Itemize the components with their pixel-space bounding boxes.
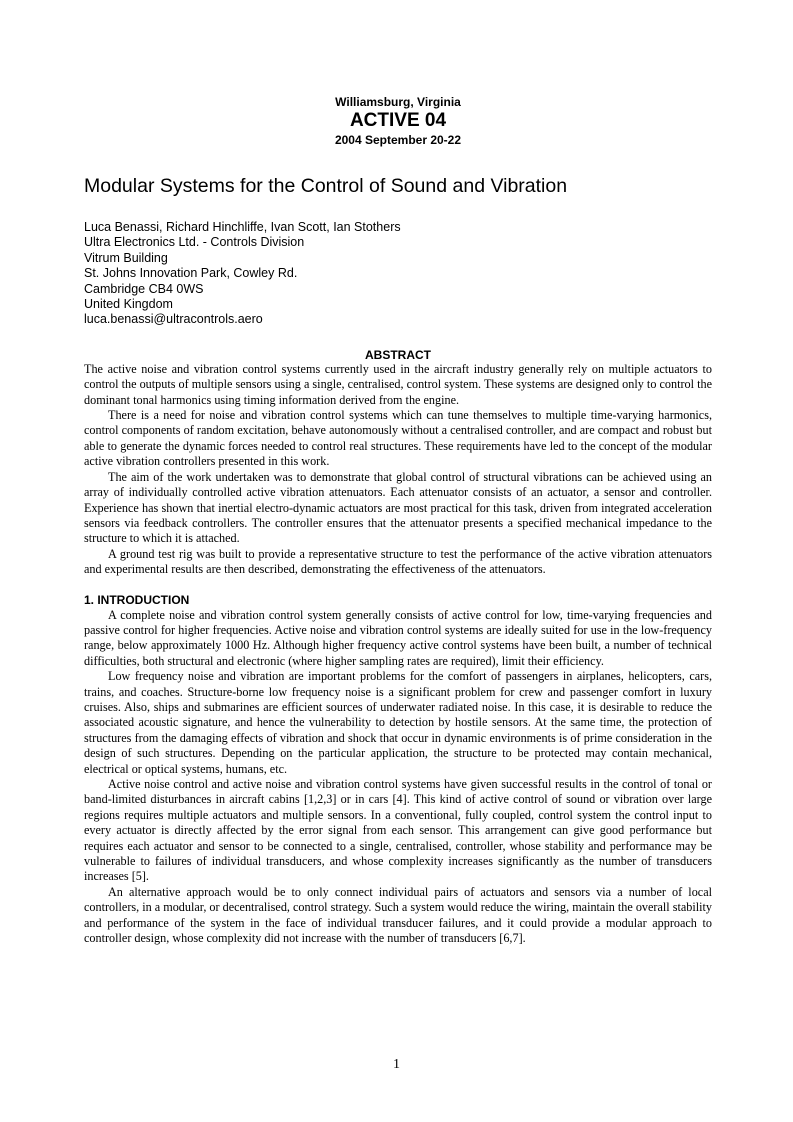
author-affiliation: Ultra Electronics Ltd. - Controls Division [84, 235, 305, 250]
paper-title: Modular Systems for the Control of Sound and Vibration [84, 175, 568, 197]
introduction-paragraph: Low frequency noise and vibration are important problems for the comfort of passengers in airplanes, helicopters, cars, trains, and coaches. Structure-borne low frequency noise is a significant problem for crew and passenger comfort in luxury cruises. Also, ships and submarines are efficient sources of underwater radiated noise. In this case, it is desirable to reduce the associated acoustic signature, and hence the vulnerability to detection by hostile sensors. At the same time, the protection of structures from the damaging effects of vibration and shock that occur in dynamic environments is of prime consideration in the design of such structures. Depending on the particular application, the structure to be protected may contain mechanical, electrical or optical systems, humans, etc. [84, 669, 712, 776]
author-street: St. Johns Innovation Park, Cowley Rd. [84, 266, 298, 281]
abstract-paragraph: There is a need for noise and vibration control systems which can tune themselves to multiple time-varying harmonics, control components of random excitation, behave autonomously without a centralised controller, and are compact and robust but able to generate the dynamic forces needed to control real structures. These requirements have led to the concept of the modular active vibration controllers presented in this work. [84, 408, 712, 469]
abstract-paragraph: The active noise and vibration control systems currently used in the aircraft industry generally rely on multiple actuators to control the outputs of multiple sensors using a single, centralised, control system. These systems are designed only to control the dominant tonal harmonics using timing information derived from the engine. [84, 361, 712, 407]
author-city: Cambridge CB4 0WS [84, 281, 204, 296]
author-country: United Kingdom [84, 297, 173, 312]
document-page [84, 94, 712, 946]
introduction-paragraph: An alternative approach would be to only connect individual pairs of actuators and sensors via a number of local controllers, in a modular, or decentralised, control strategy. Such a system would reduce the wiring, maintain the overall stability and performance of the system in the face of individual transducer failures, and it could provide a modular approach to controller design, whose complexity did not increase with the number of transducers [6,7]. [84, 884, 712, 946]
author-names: Luca Benassi, Richard Hinchliffe, Ivan Scott, Ian Stothers [84, 220, 401, 234]
author-email[interactable]: luca.benassi@ultracontrols.aero [84, 312, 263, 327]
abstract-paragraph: A ground test rig was built to provide a representative structure to test the performance of the active vibration attenuators and experimental results are then described, demonstrating the effectiveness of the attenuators. [84, 546, 712, 577]
conference-header [84, 94, 712, 148]
author-building: Vitrum Building [84, 250, 168, 265]
abstract-paragraph: The aim of the work undertaken was to demonstrate that global control of structural vibrations can be achieved using an array of individually controlled active vibration attenuators. Each attenuator consists of an actuator, a sensor and controller. Experience has shown that inertial electro-dynamic actuators are most practical for this task, driven from integrated acceleration sensors via feedback controllers. The controller ensures that the attenuator presents a specified mechanical impedance to the structure to which it is attached. [84, 469, 712, 546]
author-block [84, 220, 712, 328]
introduction-paragraph: A complete noise and vibration control system generally consists of active control for low, time-varying frequencies and passive control for higher frequencies. Active noise and vibration control systems are ideally suited for use in the low-frequency range, below approximately 1000 Hz. Although higher frequency active control systems have been built, a number of technical difficulties, both structural and electronic (where higher sampling rates are required), limit their efficiency. [84, 607, 712, 668]
conference-date: 2004 September 20-22 [334, 133, 462, 147]
introduction-heading: 1. INTRODUCTION [84, 592, 190, 607]
conference-location: Williamsburg, Virginia [335, 95, 461, 109]
page-number: 1 [393, 1057, 400, 1072]
conference-name: ACTIVE 04 [349, 110, 447, 131]
introduction-paragraph: Active noise control and active noise and vibration control systems have given successful results in the control of tonal or band-limited disturbances in aircraft cabins [1,2,3] or in cars [4]. This kind of active control of sound or vibration over large regions requires multiple actuators and multiple sensors. In a conventional, fully coupled, control system the control input to every actuator is directly affected by the error signal from each sensor. This arrangement can give good performance but requires each actuator and sensor to be connected to a single, centralised, controller, whose stability and performance may be vulnerable to failures of individual transducers, and whose complexity increases significantly as the number of transducers increases [5]. [84, 777, 712, 884]
abstract-heading: ABSTRACT [365, 347, 431, 362]
